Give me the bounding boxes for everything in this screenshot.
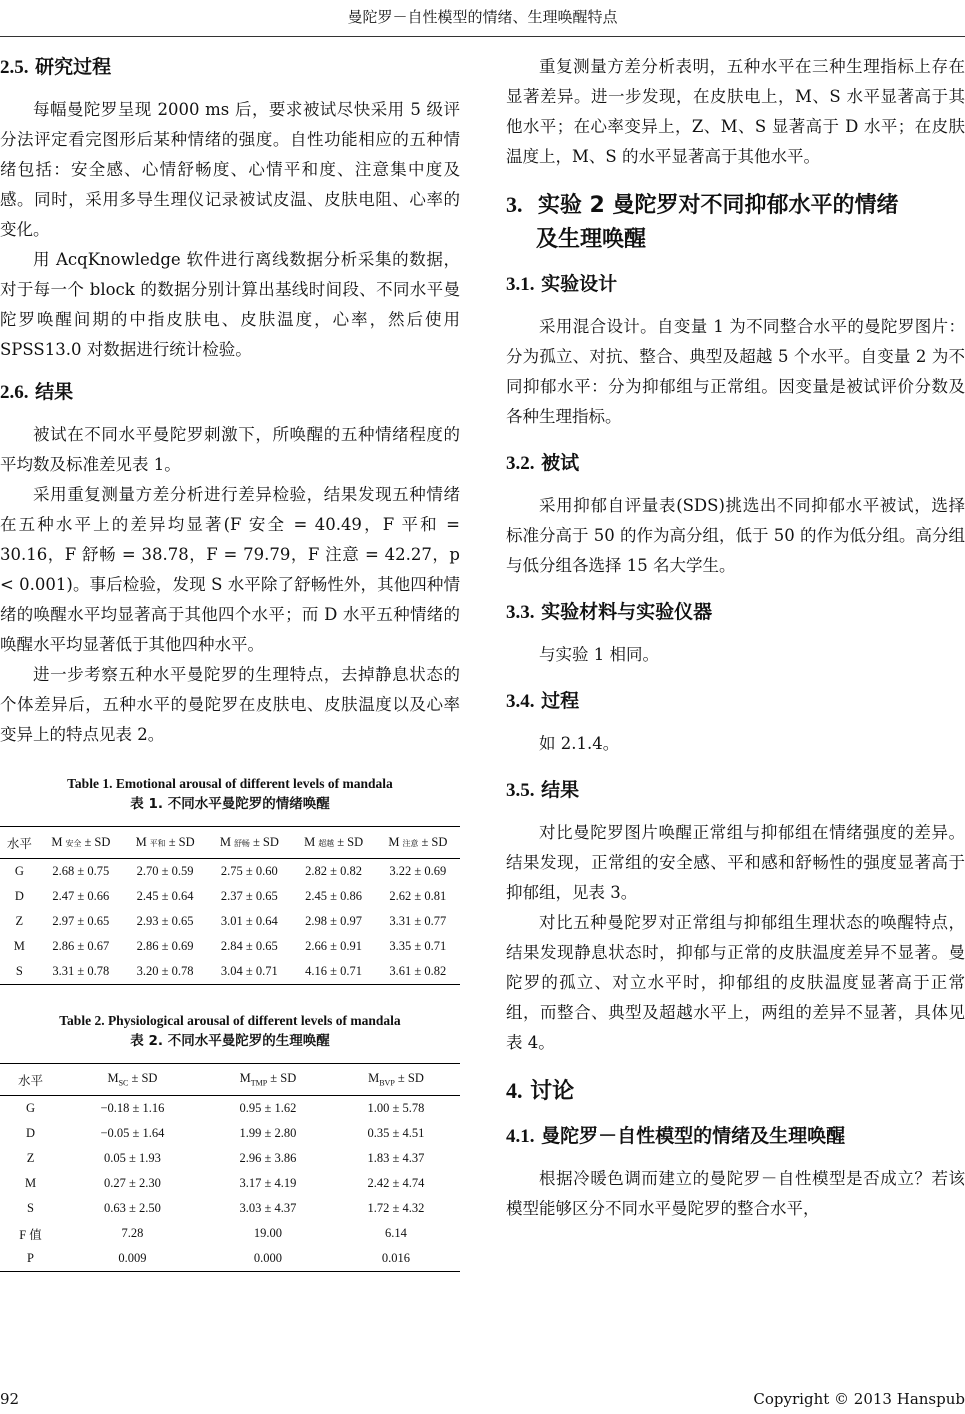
table-cell: 2.75 ± 0.60 [220,864,278,878]
table-cell: 3.03 ± 4.37 [239,1201,297,1215]
paragraph: 用 AcqKnowledge 软件进行离线数据分析采集的数据，对于每一个 block 的数据分别计算出基线时间段、不同水平曼陀罗唤醒间期的中指皮肤电、皮肤温度，心率，然后使用 SPSS13.0 对数据进行统计检验。 [0,250,460,359]
paragraph: 重复测量方差分析表明，五种水平在三种生理指标上存在显著差异。进一步发现，在皮肤电上，M、S 水平显著高于其他水平；在心率变异上，Z、M、S 显著高于 D 水平；在皮肤温度上，M、S 的水平显著高于其他水平。 [506,57,965,166]
table-cell: 3.20 ± 0.78 [123,959,207,985]
table-cell: 2.97 ± 0.65 [52,914,110,928]
table-cell: 0.63 ± 2.50 [104,1201,161,1215]
table-cell: −0.18 ± 1.16 [100,1101,165,1115]
table-cell: 3.01 ± 0.64 [220,914,278,928]
table-cell: 2.47 ± 0.66 [52,889,110,903]
table-cell: 2.84 ± 0.65 [220,939,278,953]
table-cell: 0.27 ± 2.30 [104,1176,161,1190]
table-1 [0,826,460,985]
column-header: M 舒畅 ± SD [207,827,291,859]
table-cell: 1.00 ± 5.78 [367,1101,425,1115]
table-cell: M [13,939,25,953]
paragraph: 根据冷暖色调而建立的曼陀罗－自性模型是否成立？若该模型能够区分不同水平曼陀罗的整合水平， [506,1169,965,1218]
table-cell: 3.04 ± 0.71 [207,959,291,985]
column-header: 水平 [0,1064,61,1096]
table-row [0,1221,460,1246]
table-2-caption: Table 2. Physiological arousal of different levels of mandala 表 2. 不同水平曼陀罗的生理唤醒 [59,1013,401,1049]
table-cell: 3.35 ± 0.71 [389,939,447,953]
table-cell: 2.82 ± 0.82 [305,864,363,878]
table-row [0,959,460,985]
table-cell: S [0,959,39,985]
table-row [0,884,460,909]
table-cell: 2.86 ± 0.67 [52,939,110,953]
paragraph: 采用重复测量方差分析进行差异检验，结果发现五种情绪在五种水平上的差异均显著(F 安全 = 40.49，F 平和 = 30.16，F 舒畅 = 38.78，F = 79.79，F 注意 = 42.27，p < 0.001)。事后检验，发现 S 水平除了舒畅性外，其他四种情绪的唤醒水平均显著高于其他四个水平；而 D 水平五种情绪的唤醒水平均显著低于其他四种水平。 [0,485,460,654]
paragraph: 与实验 1 相同。 [539,645,659,664]
section-4-heading: 4. 讨论 [506,1078,575,1104]
table-cell: 2.37 ± 0.65 [220,889,278,903]
column-header: M 平和 ± SD [123,827,207,859]
section-4-1-heading: 4.1. 曼陀罗－自性模型的情绪及生理唤醒 [506,1125,846,1147]
right-column [506,52,965,1224]
table-row [0,1121,460,1146]
table-1-caption: Table 1. Emotional arousal of different levels of mandala 表 1. 不同水平曼陀罗的情绪唤醒 [67,776,393,812]
table-2 [0,1063,460,1272]
column-header: $M_{SC}$ ± SD [61,1064,204,1096]
table-row [0,1171,460,1196]
table-cell: F 值 [19,1227,42,1242]
paragraph: 每幅曼陀罗呈现 2000 ms 后，要求被试尽快采用 5 级评分法评定看完图形后某种情绪的强度。自性功能相应的五种情绪包括：安全感、心情舒畅度、心情平和度、注意集中度及感。同时，采用多导生理仪记录被试皮温、皮肤电阻、心率的变化。 [0,100,460,239]
paragraph: 如 2.1.4。 [539,734,620,753]
table-cell: P [0,1246,61,1272]
table-row [0,1246,460,1272]
column-header: $M_{TMP}$ ± SD [204,1064,332,1096]
paragraph: 对比曼陀罗图片唤醒正常组与抑郁组在情绪强度的差异。结果发现，正常组的安全感、平和感和舒畅性的强度显著高于抑郁组，见表 3。 [506,823,965,902]
table-row [0,934,460,959]
table-cell: 2.66 ± 0.91 [305,939,363,953]
table-cell: 2.86 ± 0.69 [136,939,194,953]
table-cell: 19.00 [253,1226,282,1240]
table-row [0,859,460,885]
table-cell: Z [26,1151,35,1165]
paragraph: 进一步考察五种水平曼陀罗的生理特点，去掉静息状态的个体差异后，五种水平的曼陀罗在皮肤电、皮肤温度以及心率变异上的特点见表 2。 [0,665,460,744]
column-header: M 注意 ± SD [376,827,460,859]
table-cell: 2.42 ± 4.74 [367,1176,425,1190]
table-cell: 0.95 ± 1.62 [239,1101,297,1115]
column-header: $M_{BVP}$ ± SD [332,1064,460,1096]
paragraph: 采用抑郁自评量表(SDS)挑选出不同抑郁水平被试，选择标准分高于 50 的作为高分组，低于 50 的作为低分组。高分组与低分组各选择 15 名大学生。 [506,496,965,575]
table-cell: 2.62 ± 0.81 [389,889,447,903]
section-3-4-heading: 3.4. 过程 [506,690,580,712]
table-row [0,909,460,934]
copyright: Copyright © 2013 Hanspub [753,1390,965,1408]
table-cell: 2.96 ± 3.86 [239,1151,297,1165]
table-cell: 1.83 ± 4.37 [367,1151,425,1165]
section-3-3-heading: 3.3. 实验材料与实验仪器 [506,601,713,623]
table-cell: D [26,1126,36,1140]
table-cell: 0.35 ± 4.51 [367,1126,425,1140]
table-cell: D [14,889,24,903]
table-cell: −0.05 ± 1.64 [100,1126,165,1140]
left-column [0,52,460,1272]
table-cell: 4.16 ± 0.71 [291,959,375,985]
table-cell: 3.61 ± 0.82 [376,959,460,985]
section-3-2-heading: 3.2. 被试 [506,452,580,474]
section-2-5-heading: 2.5. 研究过程 [0,56,112,78]
table-cell: 0.05 ± 1.93 [104,1151,161,1165]
table-cell: 2.45 ± 0.64 [136,889,194,903]
table-cell: M [24,1176,37,1190]
table-cell: 0.016 [332,1246,460,1272]
table-cell: 1.72 ± 4.32 [367,1201,425,1215]
table-cell: S [27,1201,34,1215]
table-cell: 3.31 ± 0.78 [39,959,123,985]
table-cell: G [26,1101,36,1115]
table-cell: 6.14 [385,1226,407,1240]
table-cell: Z [15,914,24,928]
column-header: 水平 [0,827,39,859]
table-row [0,1096,460,1122]
section-3-1-heading: 3.1. 实验设计 [506,273,618,295]
table-cell: 3.17 ± 4.19 [239,1176,297,1190]
table-cell: 0.000 [204,1246,332,1272]
table-cell: 3.22 ± 0.69 [389,864,447,878]
page-number: 92 [0,1390,20,1408]
header-rule [0,36,965,37]
table-cell: 2.70 ± 0.59 [136,864,194,878]
paragraph: 对比五种曼陀罗对正常组与抑郁组生理状态的唤醒特点，结果发现静息状态时，抑郁与正常的皮肤温度差异不显著。曼陀罗的孤立、对立水平时，抑郁组的皮肤温度显著高于正常组，而整合、典型及超越水平上，两组的差异不显著，具体见表 4。 [506,913,965,1052]
table-cell: 0.009 [61,1246,204,1272]
paragraph: 采用混合设计。自变量 1 为不同整合水平的曼陀罗图片：分为孤立、对抗、整合、典型及超越 5 个水平。自变量 2 为不同抑郁水平：分为抑郁组与正常组。因变量是被试评价分数及各种生理指标。 [506,317,965,426]
table-cell: 2.45 ± 0.86 [305,889,363,903]
table-cell: 3.31 ± 0.77 [389,914,447,928]
section-3-heading: 3. 实验 2 曼陀罗对不同抑郁水平的情绪 及生理唤醒 [506,192,899,252]
section-2-6-heading: 2.6. 结果 [0,381,74,403]
section-3-5-heading: 3.5. 结果 [506,779,580,801]
table-row [0,1196,460,1221]
table-cell: 7.28 [121,1226,144,1240]
table-row [0,1146,460,1171]
table-cell: 2.93 ± 0.65 [136,914,194,928]
paragraph: 被试在不同水平曼陀罗刺激下，所唤醒的五种情绪程度的平均数及标准差见表 1。 [0,425,460,474]
table-cell: 2.68 ± 0.75 [52,864,110,878]
table-cell: 2.98 ± 0.97 [305,914,363,928]
column-header: M 安全 ± SD [39,827,123,859]
table-cell: G [14,864,24,878]
table-cell: 1.99 ± 2.80 [239,1126,297,1140]
running-title: 曼陀罗－自性模型的情绪、生理唤醒特点 [347,8,618,26]
column-header: M 超越 ± SD [291,827,375,859]
